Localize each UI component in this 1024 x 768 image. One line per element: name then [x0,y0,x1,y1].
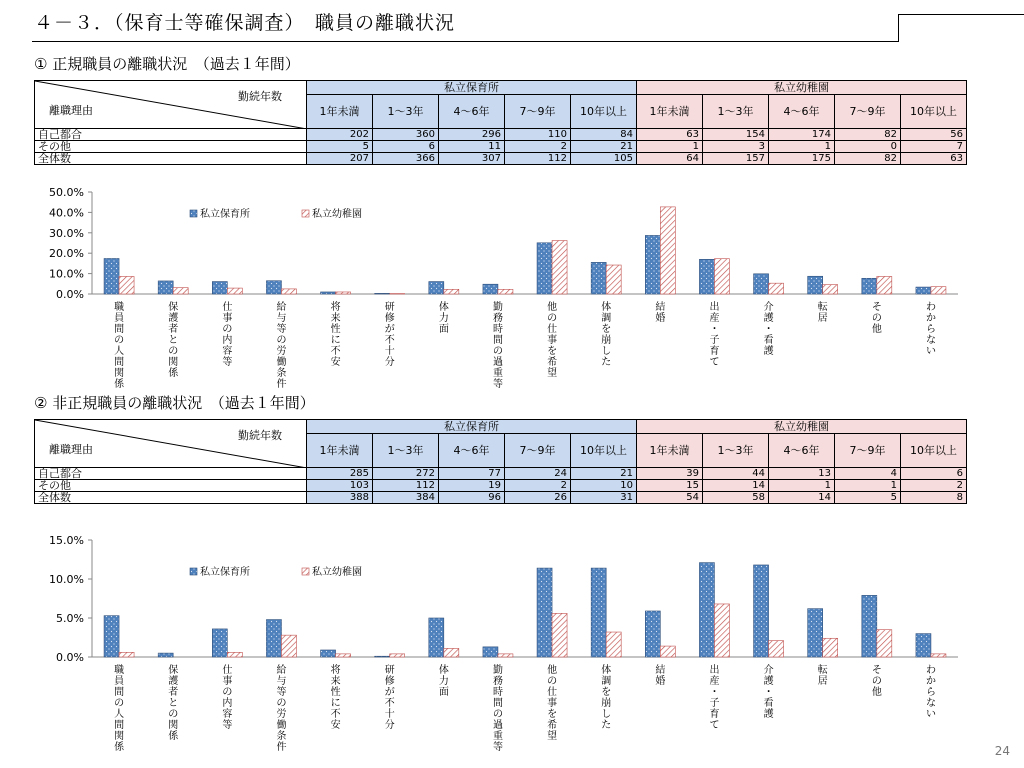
bar-kinder [444,289,459,294]
y-tick-label: 40.0% [49,206,84,220]
table-cell: 8 [901,492,967,504]
bar-kinder [444,648,459,657]
category-label: 結婚 [655,302,666,324]
bar-nursery [158,281,173,294]
tenure-band-header: 1年未満 [307,95,373,129]
table-cell: 7 [901,141,967,153]
row-label: 自己都合 [35,468,307,480]
bar-kinder [498,289,513,294]
category-label: その他 [871,302,882,335]
table-cell: 15 [637,480,703,492]
page-number: 24 [994,744,1010,758]
table-cell: 44 [703,468,769,480]
table-cell: 24 [505,468,571,480]
tenure-band-header: 7～9年 [505,434,571,468]
table-cell: 1 [835,480,901,492]
tenure-band-header: 1～3年 [703,434,769,468]
table-cell: 1 [637,141,703,153]
table-regular [34,80,967,165]
group-header-kinder: 私立幼稚園 [637,420,967,434]
bar-kinder [877,630,892,657]
category-label: 給与等の労働条件 [276,302,287,390]
bar-kinder [281,289,296,294]
table-cell: 6 [901,468,967,480]
reason-label: 離職理由 [49,443,93,456]
category-label: 体調を崩した [601,665,612,731]
table-cell: 21 [571,141,637,153]
bar-nursery [266,281,281,294]
tenure-band-header: 4～6年 [439,95,505,129]
table-cell: 63 [637,129,703,141]
reason-label: 離職理由 [49,104,93,117]
table-cell: 207 [307,153,373,165]
category-label: わからない [925,665,936,720]
bar-kinder [606,265,621,294]
bar-nursery [645,611,660,657]
section-heading-regular: ① 正規職員の離職状況 （過去１年間） [34,55,300,73]
bar-kinder [552,613,567,657]
legend-label-nursery: 私立保育所 [200,209,250,220]
table-cell: 1 [769,141,835,153]
tenure-band-header: 10年以上 [901,434,967,468]
table-cell: 1 [769,480,835,492]
y-tick-label: 30.0% [49,226,84,240]
bar-kinder [336,654,351,657]
legend-swatch-nursery [190,210,197,217]
bar-nursery [212,282,227,294]
legend-label-kinder: 私立幼稚園 [312,567,362,578]
bar-nursery [699,563,714,657]
table-cell: 157 [703,153,769,165]
bar-nursery [321,650,336,657]
bar-nursery [212,629,227,657]
table-cell: 103 [307,480,373,492]
row-label: その他 [35,480,307,492]
tenure-band-header: 4～6年 [769,434,835,468]
row-label: 全体数 [35,153,307,165]
tenure-band-header: 1年未満 [637,434,703,468]
legend-swatch-kinder [302,568,309,575]
bar-nursery [104,259,119,294]
category-label: 将来性に不安 [330,665,341,731]
table-row [35,468,967,480]
table-cell: 14 [703,480,769,492]
bar-nursery [916,634,931,657]
y-tick-label: 20.0% [49,247,84,261]
y-tick-label: 15.0% [49,534,84,547]
table-cell: 84 [571,129,637,141]
table-cell: 63 [901,153,967,165]
y-tick-label: 10.0% [49,267,84,281]
y-tick-label: 50.0% [49,186,84,199]
category-label: 介護・看護 [763,302,774,357]
table-row [35,129,967,141]
group-header-nursery: 私立保育所 [307,81,637,95]
group-header-kinder: 私立幼稚園 [637,81,967,95]
table-cell: 82 [835,153,901,165]
bar-kinder [823,285,838,294]
bar-nursery [591,262,606,294]
table-cell: 3 [703,141,769,153]
bar-nursery [591,568,606,657]
tenure-band-header: 4～6年 [769,95,835,129]
table-row [35,480,967,492]
category-label: 結婚 [655,665,666,687]
category-label: 仕事の内容等 [222,665,233,731]
y-tick-label: 0.0% [56,288,84,301]
table-cell: 39 [637,468,703,480]
category-label: 仕事の内容等 [222,302,233,368]
tenure-band-header: 1年未満 [637,95,703,129]
bar-kinder [877,276,892,294]
bar-kinder [660,646,675,657]
bar-kinder [173,288,188,294]
bar-nursery [321,292,336,294]
table-cell: 6 [373,141,439,153]
table-cell: 11 [439,141,505,153]
table-cell: 64 [637,153,703,165]
table-cell: 112 [373,480,439,492]
table-cell: 21 [571,468,637,480]
tenure-band-header: 7～9年 [835,95,901,129]
bar-nursery [375,656,390,657]
legend-label-nursery: 私立保育所 [200,567,250,578]
bar-nursery [754,274,769,294]
tenure-band-header: 7～9年 [835,434,901,468]
table-cell: 19 [439,480,505,492]
bar-nursery [808,276,823,294]
row-label: 全体数 [35,492,307,504]
bar-nursery [483,647,498,657]
section-heading-nonregular: ② 非正規職員の離職状況 （過去１年間） [34,394,315,412]
chart-nonregular [0,530,1000,760]
category-label: 体力面 [438,665,449,698]
table-cell: 4 [835,468,901,480]
bar-nursery [537,568,552,657]
bar-kinder [227,652,242,657]
legend-swatch-nursery [190,568,197,575]
tenure-band-header: 1～3年 [373,95,439,129]
bar-nursery [808,609,823,657]
tenure-band-header: 1～3年 [703,95,769,129]
table-cell: 112 [505,153,571,165]
bar-kinder [769,283,784,294]
bar-nursery [537,243,552,294]
bar-kinder [498,654,513,657]
table-cell: 13 [769,468,835,480]
table-cell: 2 [901,480,967,492]
category-label: 転居 [817,302,828,324]
table-cell: 388 [307,492,373,504]
category-label: 研修が不十分 [384,302,395,368]
bar-nursery [158,653,173,657]
category-label: 保護者との関係 [168,665,179,742]
table-cell: 202 [307,129,373,141]
table-cell: 307 [439,153,505,165]
bar-kinder [119,652,134,657]
table-row [35,141,967,153]
tenure-band-header: 4～6年 [439,434,505,468]
table-cell: 384 [373,492,439,504]
table-cell: 82 [835,129,901,141]
table-cell: 5 [307,141,373,153]
bar-kinder [119,276,134,294]
table-cell: 2 [505,480,571,492]
bar-kinder [606,632,621,657]
table-cell: 174 [769,129,835,141]
table-cell: 0 [835,141,901,153]
tenure-label: 勤続年数 [238,429,282,442]
row-label: その他 [35,141,307,153]
bar-nursery [429,282,444,294]
table-cell: 285 [307,468,373,480]
bar-kinder [281,635,296,657]
table-cell: 77 [439,468,505,480]
tenure-band-header: 10年以上 [571,434,637,468]
bar-kinder [227,288,242,294]
bar-nursery [266,620,281,657]
category-label: 保護者との関係 [168,302,179,379]
bar-nursery [483,284,498,294]
category-label: 給与等の労働条件 [276,665,287,753]
table-cell: 26 [505,492,571,504]
group-header-nursery: 私立保育所 [307,420,637,434]
tenure-band-header: 1年未満 [307,434,373,468]
page-title: ４－３．（保育士等確保調査） 職員の離職状況 [34,12,456,34]
table-row [35,153,967,165]
table-cell: 5 [835,492,901,504]
tenure-band-header: 7～9年 [505,95,571,129]
table-cell: 2 [505,141,571,153]
table-cell: 58 [703,492,769,504]
category-label: 研修が不十分 [384,665,395,731]
bar-kinder [336,292,351,294]
tenure-band-header: 1～3年 [373,434,439,468]
table-cell: 96 [439,492,505,504]
table-cell: 105 [571,153,637,165]
bar-kinder [931,287,946,294]
bar-kinder [931,654,946,657]
table-cell: 10 [571,480,637,492]
table-cell: 296 [439,129,505,141]
tenure-label: 勤続年数 [238,90,282,103]
legend-label-kinder: 私立幼稚園 [312,209,362,220]
bar-kinder [823,638,838,657]
bar-kinder [552,241,567,294]
bar-nursery [754,565,769,657]
category-label: 介護・看護 [763,665,774,720]
bar-nursery [916,287,931,294]
bar-nursery [699,259,714,294]
bar-kinder [390,654,405,657]
category-label: 職員間の人間関係 [114,665,125,753]
table-cell: 154 [703,129,769,141]
category-label: その他 [871,665,882,698]
chart-regular [0,182,1000,397]
y-tick-label: 0.0% [56,651,84,664]
title-rule [32,41,898,42]
category-label: 体調を崩した [601,302,612,368]
table-cell: 272 [373,468,439,480]
table-cell: 31 [571,492,637,504]
table-nonregular [34,419,967,504]
bar-nursery [104,616,119,657]
bar-nursery [429,618,444,657]
legend-swatch-kinder [302,210,309,217]
bar-kinder [714,259,729,294]
category-label: 他の仕事を希望 [547,302,558,379]
table-corner-cell [35,420,307,468]
table-cell: 366 [373,153,439,165]
table-cell: 54 [637,492,703,504]
table-cell: 14 [769,492,835,504]
table-cell: 360 [373,129,439,141]
row-label: 自己都合 [35,129,307,141]
table-cell: 110 [505,129,571,141]
bar-nursery [862,595,877,657]
bar-nursery [375,293,390,294]
category-label: 勤務時間の過重等 [492,665,503,753]
table-cell: 56 [901,129,967,141]
bar-nursery [862,278,877,294]
y-tick-label: 5.0% [56,612,84,625]
bar-kinder [660,207,675,294]
table-cell: 175 [769,153,835,165]
category-label: 転居 [817,665,828,687]
tenure-band-header: 10年以上 [571,95,637,129]
bar-nursery [645,235,660,294]
tenure-band-header: 10年以上 [901,95,967,129]
bar-kinder [714,604,729,657]
y-tick-label: 10.0% [49,573,84,586]
category-label: 将来性に不安 [330,302,341,368]
category-label: 他の仕事を希望 [547,665,558,742]
category-label: 職員間の人間関係 [114,302,125,390]
category-label: 出産・子育て [709,665,720,731]
category-label: 体力面 [438,302,449,335]
category-label: 勤務時間の過重等 [492,302,503,390]
corner-box [898,14,1024,42]
category-label: わからない [925,302,936,357]
table-row [35,492,967,504]
table-corner-cell [35,81,307,129]
bar-kinder [769,641,784,657]
category-label: 出産・子育て [709,302,720,368]
